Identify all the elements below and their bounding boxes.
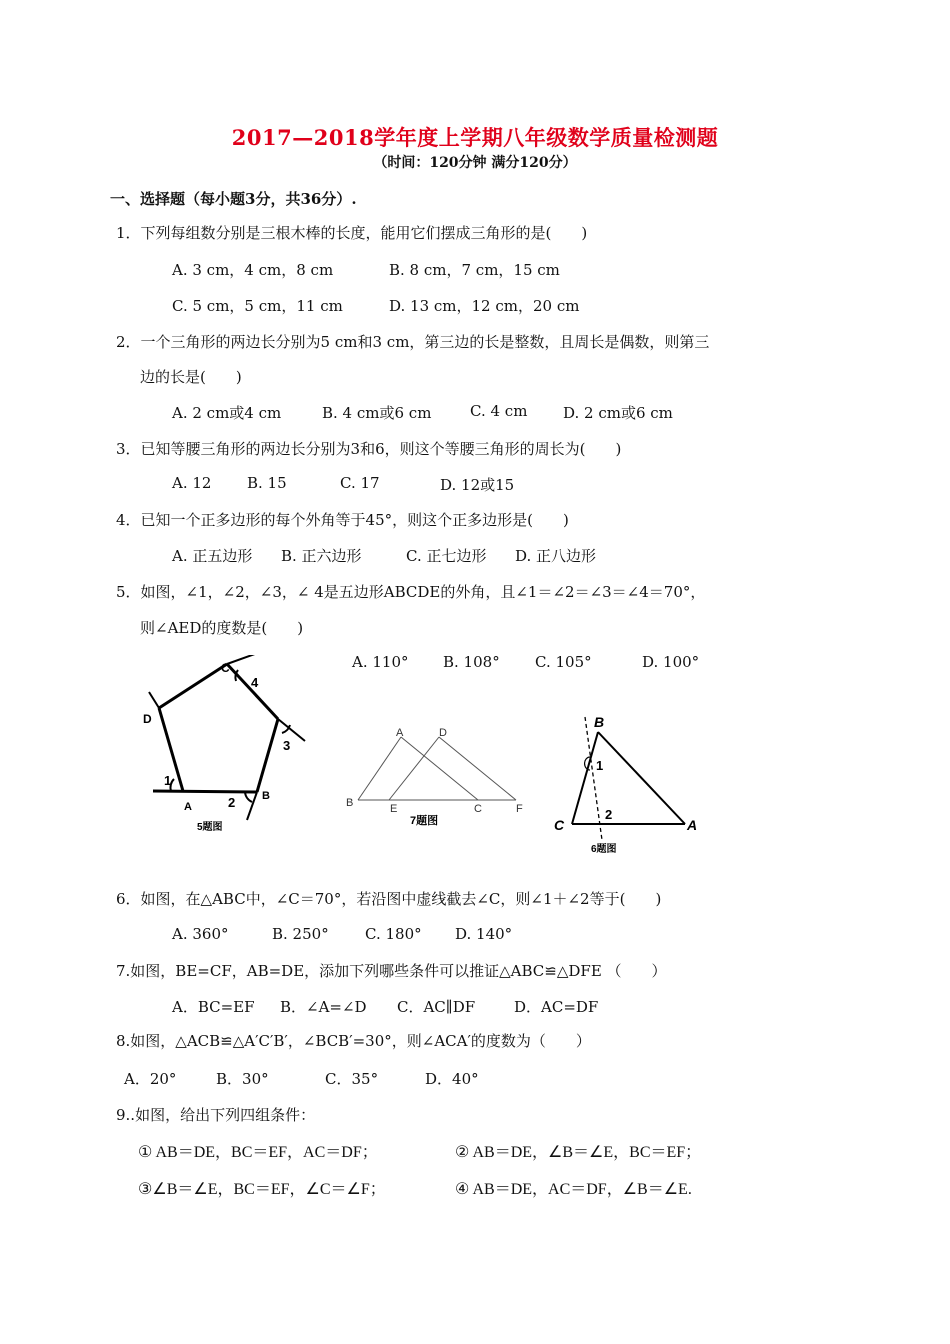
fig7-caption: 7题图 — [410, 815, 439, 827]
q2-option-c: C. 4 cm — [470, 402, 528, 420]
question-6-stem: 6．如图，在△ABC中，∠C＝70°，若沿图中虚线截去∠C，则∠1＋∠2等于( ) — [116, 890, 662, 908]
question-5-stem: 5．如图，∠1，∠2，∠3，∠ 4是五边形ABCDE的外角，且∠1＝∠2＝∠3＝∠4＝70°， — [116, 583, 706, 601]
q7-option-a: A．BC=EF — [172, 998, 255, 1016]
q5-option-a: A. 110° — [352, 653, 409, 671]
q7-option-b: B．∠A=∠D — [280, 998, 367, 1016]
q5-option-b: B. 108° — [443, 653, 500, 671]
fig6-label-2: 2 — [605, 807, 613, 822]
q3-option-d: D. 12或15 — [440, 476, 515, 494]
question-7-stem: 7.如图，BE=CF，AB=DE，添加下列哪些条件可以推证△ABC≌△DFE （ ） — [116, 962, 667, 980]
section-heading: 一、选择题（每小题3分，共36分）. — [110, 190, 357, 208]
q2-option-d: D. 2 cm或6 cm — [563, 404, 673, 422]
fig6-label-b: B — [594, 714, 605, 730]
fig7-label-f: F — [516, 803, 523, 815]
fig5-label-a: A — [184, 801, 192, 813]
q1-option-b: B. 8 cm，7 cm，15 cm — [389, 261, 560, 279]
question-8-stem: 8.如图，△ACB≌△A′C′B′，∠BCB′=30°，则∠ACA′的度数为（ ） — [116, 1032, 591, 1050]
q2-option-b: B. 4 cm或6 cm — [322, 404, 432, 422]
fig5-caption: 5题图 — [197, 822, 223, 833]
q9-condition-1: ① AB＝DE，BC＝EF，AC＝DF； — [138, 1144, 378, 1161]
q8-option-a: A．20° — [124, 1070, 177, 1088]
fig7-label-b: B — [346, 797, 354, 809]
question-5-stem-cont: 则∠AED的度数是( ) — [140, 619, 304, 637]
figure-5-pentagon — [135, 655, 315, 835]
q8-option-c: C．35° — [325, 1070, 379, 1088]
q6-option-d: D. 140° — [455, 925, 513, 943]
paper-title: 2017—2018学年度上学期八年级数学质量检测题 — [231, 125, 719, 150]
q8-option-d: D．40° — [425, 1070, 479, 1088]
fig6-label-c: C — [554, 817, 565, 833]
fig5-label-d: D — [143, 712, 152, 726]
q4-option-d: D. 正八边形 — [515, 547, 597, 565]
figure-7-triangles — [338, 722, 538, 832]
fig7-label-a: A — [396, 727, 404, 739]
q4-option-a: A. 正五边形 — [172, 547, 253, 565]
q7-option-c: C．AC∥DF — [397, 998, 476, 1016]
q1-option-c: C. 5 cm，5 cm，11 cm — [172, 297, 343, 315]
fig6-label-1: 1 — [596, 758, 604, 773]
q1-option-a: A. 3 cm，4 cm，8 cm — [172, 261, 334, 279]
q3-option-b: B. 15 — [247, 474, 287, 492]
q6-option-b: B. 250° — [272, 925, 329, 943]
q7-option-d: D．AC=DF — [514, 998, 599, 1016]
q4-option-c: C. 正七边形 — [406, 547, 487, 565]
q6-option-c: C. 180° — [365, 925, 422, 943]
q9-condition-4: ④ AB＝DE，AC＝DF，∠B＝∠E. — [455, 1181, 692, 1198]
q6-option-a: A. 360° — [172, 925, 229, 943]
question-1-stem: 1．下列每组数分别是三根木棒的长度，能用它们摆成三角形的是( ) — [116, 224, 588, 242]
question-4-stem: 4．已知一个正多边形的每个外角等于45°，则这个正多边形是( ) — [116, 511, 569, 529]
fig7-label-d: D — [439, 727, 447, 739]
q8-option-b: B．30° — [216, 1070, 269, 1088]
q4-option-b: B. 正六边形 — [281, 547, 362, 565]
q3-option-c: C. 17 — [340, 474, 380, 492]
q5-option-c: C. 105° — [535, 653, 592, 671]
paper-subtitle: （时间：120分钟 满分120分） — [373, 155, 577, 171]
fig6-label-a: A — [687, 817, 698, 833]
q9-condition-3: ③∠B＝∠E，BC＝EF，∠C＝∠F； — [138, 1181, 386, 1198]
q1-option-d: D. 13 cm，12 cm，20 cm — [389, 297, 580, 315]
fig5-label-3: 3 — [283, 738, 291, 753]
question-9-stem: 9..如图，给出下列四组条件： — [116, 1106, 316, 1124]
fig7-label-e: E — [390, 803, 398, 815]
fig5-label-1: 1 — [164, 773, 172, 788]
fig5-label-2: 2 — [228, 795, 236, 810]
q9-condition-2: ② AB＝DE，∠B＝∠E，BC＝EF； — [455, 1144, 702, 1161]
figure-6-triangle — [545, 712, 715, 862]
fig5-label-c: C — [221, 661, 230, 675]
fig5-label-b: B — [262, 790, 270, 802]
q2-option-a: A. 2 cm或4 cm — [172, 404, 282, 422]
question-3-stem: 3．已知等腰三角形的两边长分别为3和6，则这个等腰三角形的周长为( ) — [116, 440, 622, 458]
question-2-stem-cont: 边的长是( ) — [140, 368, 242, 386]
question-2-stem: 2．一个三角形的两边长分别为5 cm和3 cm，第三边的长是整数，且周长是偶数，则第三 — [116, 333, 710, 351]
fig5-label-4: 4 — [251, 675, 259, 690]
q3-option-a: A. 12 — [172, 474, 212, 492]
fig6-caption: 6题图 — [591, 844, 617, 855]
fig7-label-c: C — [474, 803, 482, 815]
q5-option-d: D. 100° — [642, 653, 700, 671]
